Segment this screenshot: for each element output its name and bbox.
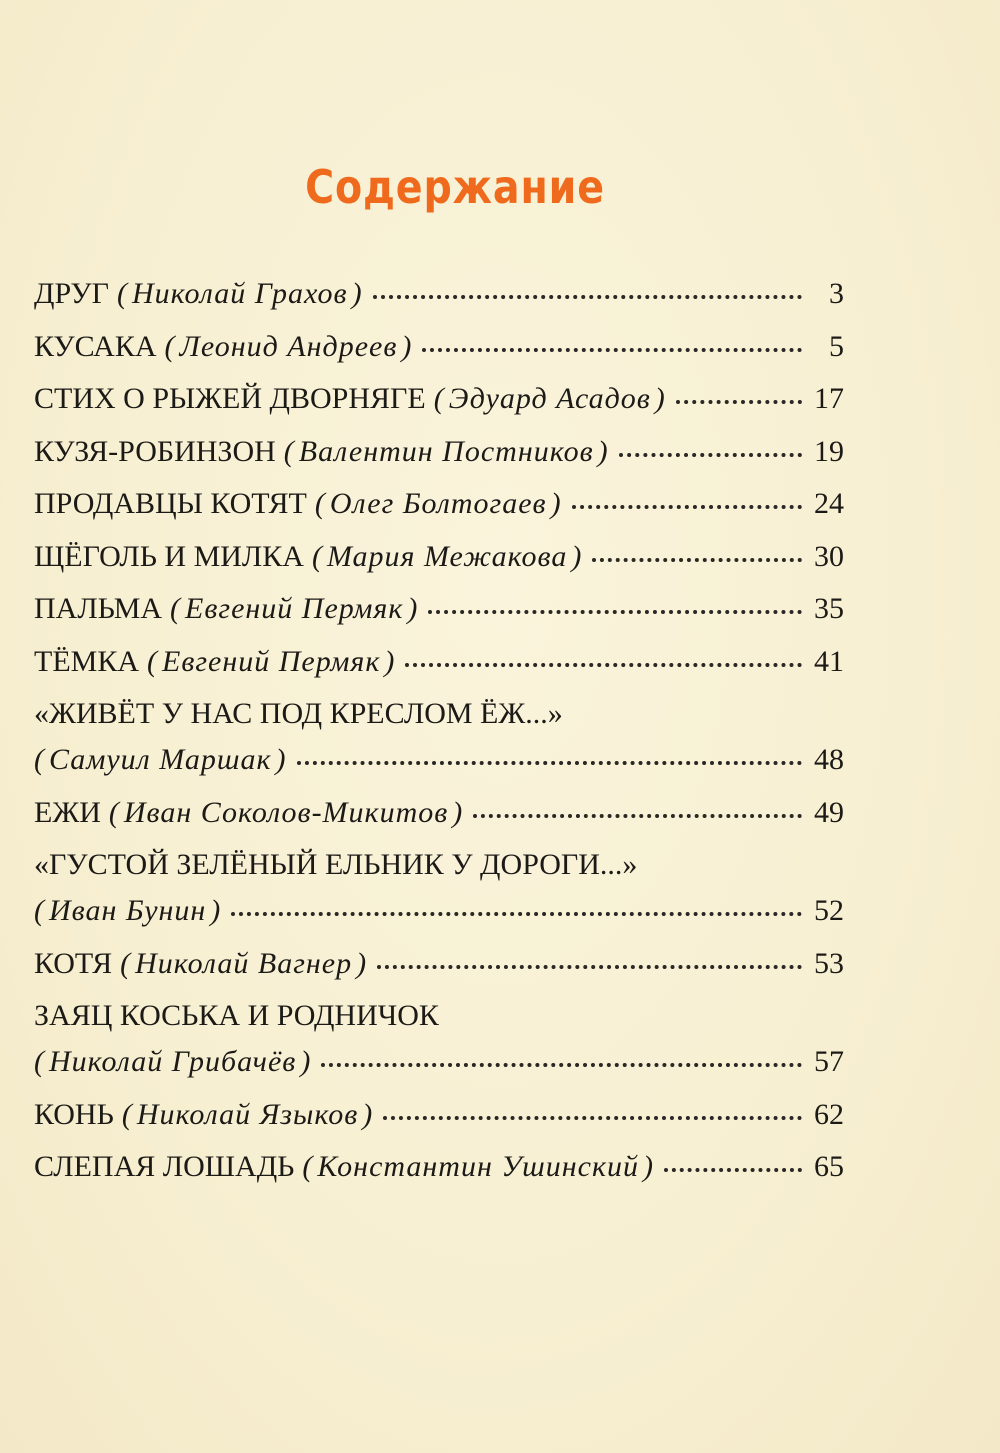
entry-page-number: 49 bbox=[814, 795, 844, 829]
entry-title: КОТЯ bbox=[34, 946, 113, 980]
dot-leader bbox=[321, 1063, 802, 1067]
entry-author: ( Евгений Пермяк ) bbox=[147, 640, 395, 684]
dot-leader bbox=[422, 348, 802, 352]
entry-page-number: 19 bbox=[814, 434, 844, 468]
entry-title: ПАЛЬМА bbox=[34, 592, 163, 625]
entry-page-number: 62 bbox=[814, 1097, 844, 1131]
dot-leader bbox=[473, 814, 802, 818]
entry-author: ( Иван Соколов-Микитов ) bbox=[109, 791, 463, 835]
entry-title: «ЖИВЁТ У НАС ПОД КРЕСЛОМ ЁЖ...» bbox=[34, 697, 563, 730]
dot-leader bbox=[297, 761, 802, 765]
entry-author: ( Эдуард Асадов ) bbox=[434, 377, 666, 421]
toc-entry bbox=[34, 1145, 844, 1189]
entry-page-number: 52 bbox=[814, 894, 844, 927]
entry-title: СТИХ О РЫЖЕЙ ДВОРНЯГЕ bbox=[34, 382, 426, 415]
entry-page-number: 35 bbox=[814, 592, 844, 625]
table-of-contents bbox=[34, 272, 844, 1198]
dot-leader bbox=[428, 610, 802, 614]
entry-title: КУСАКА bbox=[34, 329, 157, 363]
toc-entry bbox=[34, 272, 844, 316]
entry-author: ( Мария Межакова ) bbox=[312, 535, 582, 579]
entry-page-number: 41 bbox=[814, 644, 844, 678]
dot-leader bbox=[231, 912, 802, 916]
entry-title: «ГУСТОЙ ЗЕЛЁНЫЙ ЕЛЬНИК У ДОРОГИ...» bbox=[34, 848, 638, 881]
entry-title: ПРОДАВЦЫ КОТЯТ bbox=[34, 487, 307, 520]
entry-page-number: 24 bbox=[814, 487, 844, 520]
dot-leader bbox=[664, 1168, 802, 1172]
entry-page-number: 30 bbox=[814, 539, 844, 573]
entry-title: КОНЬ bbox=[34, 1097, 114, 1131]
entry-author: ( Леонид Андреев ) bbox=[165, 325, 413, 369]
entry-page-number: 17 bbox=[814, 382, 844, 415]
entry-author: ( Николай Языков ) bbox=[122, 1093, 373, 1137]
entry-author: ( Иван Бунин ) bbox=[34, 889, 221, 933]
entry-page-number: 48 bbox=[814, 743, 844, 776]
toc-entry bbox=[34, 325, 844, 369]
entry-page-number: 57 bbox=[814, 1045, 844, 1078]
toc-entry bbox=[34, 942, 844, 986]
entry-title: ЕЖИ bbox=[34, 795, 101, 829]
dot-leader bbox=[592, 558, 802, 562]
entry-author: ( Валентин Постников ) bbox=[284, 430, 609, 474]
entry-page-number: 65 bbox=[814, 1150, 844, 1183]
entry-title: ДРУГ bbox=[34, 277, 109, 310]
toc-entry bbox=[34, 535, 844, 579]
entry-page-number: 53 bbox=[814, 946, 844, 980]
toc-entry bbox=[34, 377, 844, 421]
entry-page-number: 3 bbox=[829, 277, 844, 310]
entry-title: ТЁМКА bbox=[34, 644, 139, 678]
entry-title: ЗАЯЦ КОСЬКА И РОДНИЧОК bbox=[34, 999, 439, 1032]
entry-author: ( Николай Грибачёв ) bbox=[34, 1040, 311, 1084]
dot-leader bbox=[377, 965, 802, 969]
entry-author: ( Николай Вагнер ) bbox=[120, 942, 367, 986]
toc-entry bbox=[34, 994, 844, 1084]
dot-leader bbox=[619, 453, 802, 457]
entry-title: СЛЕПАЯ ЛОШАДЬ bbox=[34, 1150, 295, 1183]
toc-entry bbox=[34, 692, 844, 782]
dot-leader bbox=[405, 663, 802, 667]
entry-author: ( Евгений Пермяк ) bbox=[170, 587, 418, 631]
page-title: Содержание bbox=[305, 160, 605, 214]
entry-title: ЩЁГОЛЬ И МИЛКА bbox=[34, 539, 304, 573]
entry-page-number: 5 bbox=[829, 329, 844, 363]
entry-author: ( Самуил Маршак ) bbox=[34, 738, 287, 782]
dot-leader bbox=[676, 400, 802, 404]
toc-entry bbox=[34, 587, 844, 631]
entry-author: ( Олег Болтогаев ) bbox=[315, 482, 562, 526]
toc-entry bbox=[34, 640, 844, 684]
toc-entry bbox=[34, 843, 844, 933]
dot-leader bbox=[373, 295, 802, 299]
toc-entry bbox=[34, 791, 844, 835]
entry-author: ( Константин Ушинский ) bbox=[302, 1145, 654, 1189]
dot-leader bbox=[572, 505, 802, 509]
dot-leader bbox=[383, 1116, 802, 1120]
entry-title: КУЗЯ-РОБИНЗОН bbox=[34, 434, 276, 468]
toc-entry bbox=[34, 430, 844, 474]
entry-author: ( Николай Грахов ) bbox=[117, 272, 363, 316]
toc-entry bbox=[34, 1093, 844, 1137]
toc-entry bbox=[34, 482, 844, 526]
